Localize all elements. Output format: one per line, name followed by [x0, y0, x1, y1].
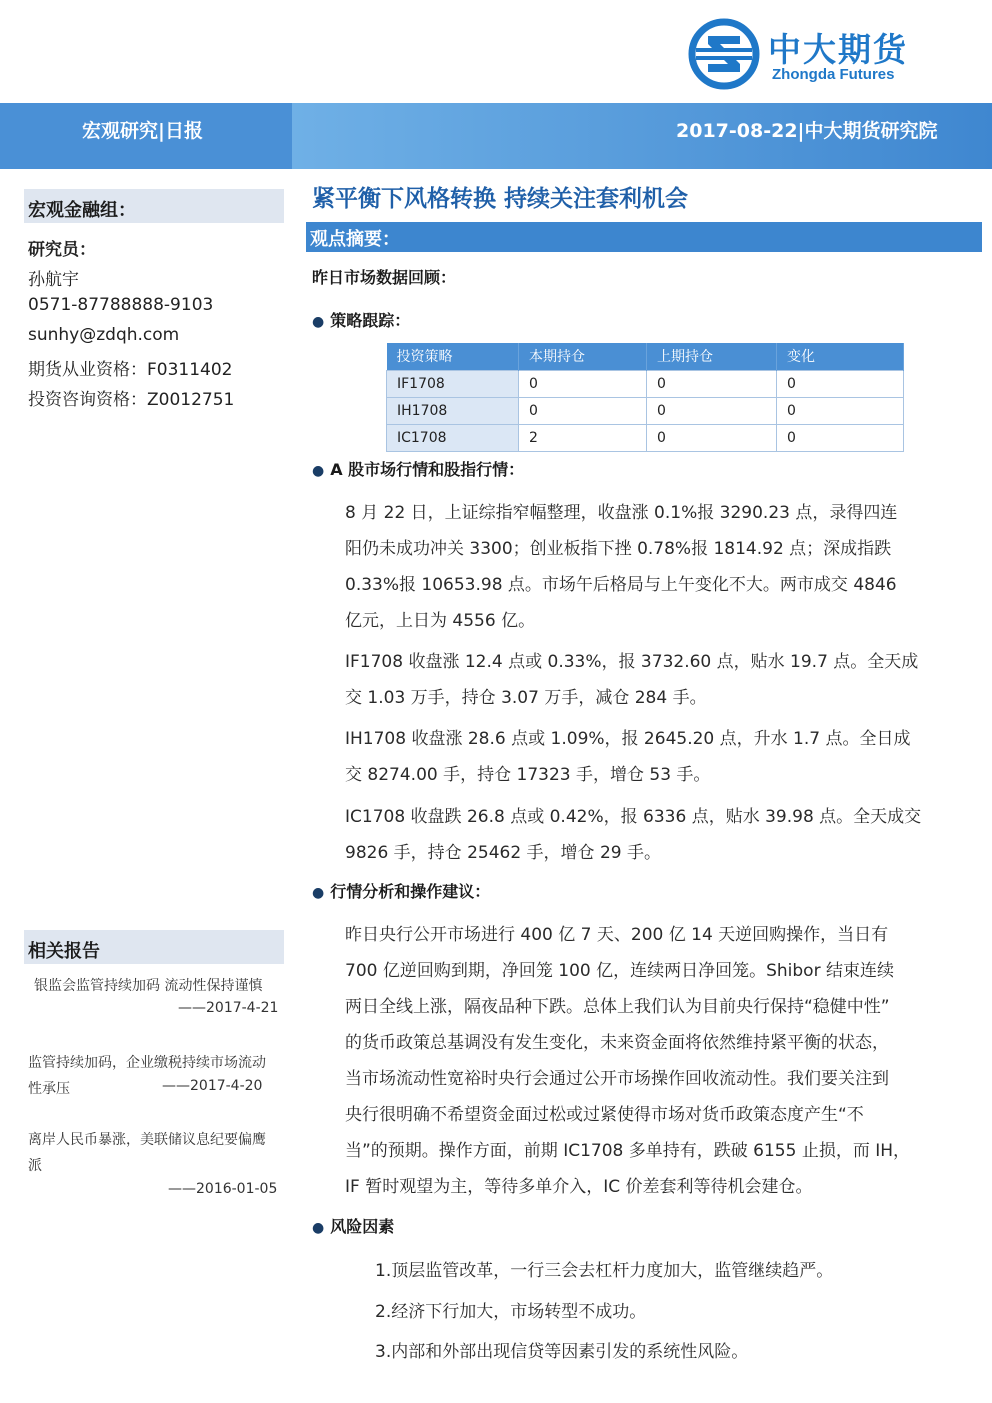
table-cell: 0	[777, 397, 904, 424]
market-text-line: IF1708 收盘涨 12.4 点或 0.33%，报 3732.60 点，贴水 19.7 点。全天成	[345, 652, 919, 672]
risk-item: 2.经济下行加大，市场转型不成功。	[375, 1302, 647, 1322]
related-report-title-cont[interactable]: 性承压	[28, 1081, 70, 1097]
market-text-line: IC1708 收盘跌 26.8 点或 0.42%，报 6336 点，贴水 39.98 点。全天成交	[345, 807, 922, 827]
market-text-line: 交 8274.00 手，持仓 17323 手，增仓 53 手。	[345, 765, 711, 785]
table-cell: 0	[519, 370, 647, 397]
related-report-date: ——2017-4-21	[178, 1000, 279, 1016]
summary-label: 观点摘要：	[310, 229, 400, 250]
related-report-title[interactable]: 银监会监管持续加码 流动性保持谨慎	[34, 978, 263, 994]
table-row	[387, 370, 904, 397]
analysis-text-line: 昨日央行公开市场进行 400 亿 7 天、200 亿 14 天逆回购操作，当日有	[345, 925, 889, 945]
table-cell: 0	[777, 370, 904, 397]
table-cell: IC1708	[387, 424, 519, 451]
futures-qualification: 期货从业资格：F0311402	[28, 360, 233, 380]
market-heading	[312, 457, 524, 480]
bullet-icon: ●	[312, 885, 325, 901]
analysis-text-line: IF 暂时观望为主，等待多单介入，IC 价差套利等待机会建仓。	[345, 1177, 813, 1197]
market-heading-text: A 股市场行情和股指行情：	[330, 460, 525, 479]
table-cell: 0	[777, 424, 904, 451]
zhongda-logo-icon	[688, 18, 760, 90]
table-cell: IF1708	[387, 370, 519, 397]
market-text-line: 阳仍未成功冲关 3300；创业板指下挫 0.78%报 1814.92 点；深成指跌	[345, 539, 892, 559]
analysis-heading-text: 行情分析和操作建议：	[330, 882, 491, 901]
table-cell: 0	[519, 397, 647, 424]
logo-chinese-name: 中大期货	[768, 30, 908, 69]
related-report-title[interactable]: 离岸人民币暴涨，美联储议息纪要偏鹰	[28, 1132, 266, 1148]
market-text-line: IH1708 收盘涨 28.6 点或 1.09%，报 2645.20 点，升水 1.7 点。全日成	[345, 729, 911, 749]
report-type: 宏观研究|日报	[82, 120, 203, 142]
risk-heading-text: 风险因素	[330, 1217, 395, 1236]
table-header-row	[387, 343, 904, 370]
table-row	[387, 397, 904, 424]
related-report-title-cont[interactable]: 派	[28, 1158, 42, 1174]
related-report-date: ——2017-4-20	[162, 1078, 263, 1094]
risk-heading	[312, 1214, 394, 1237]
column-header: 上期持仓	[647, 343, 777, 370]
analysis-text-line: 当市场流动性宽裕时央行会通过公开市场操作回收流动性。我们要关注到	[345, 1069, 889, 1089]
market-text-line: 交 1.03 万手，持仓 3.07 万手，减仓 284 手。	[345, 688, 707, 708]
company-logo	[688, 18, 948, 90]
risk-item: 1.顶层监管改革，一行三会去杠杆力度加大，监管继续趋严。	[375, 1261, 834, 1281]
market-text-line: 8 月 22 日，上证综指窄幅整理，收盘涨 0.1%报 3290.23 点，录得四连	[345, 503, 898, 523]
market-text-line: 9826 手，持仓 25462 手，增仓 29 手。	[345, 843, 661, 863]
market-text-line: 亿元，上日为 4556 亿。	[345, 611, 536, 631]
analysis-text-line: 央行很明确不希望资金面过松或过紧使得市场对货币政策态度产生“不	[345, 1105, 864, 1125]
researcher-phone: 0571-87788888-9103	[28, 295, 214, 315]
column-header: 投资策略	[387, 343, 519, 370]
column-header: 本期持仓	[519, 343, 647, 370]
consulting-qualification: 投资咨询资格：Z0012751	[28, 390, 235, 410]
review-heading: 昨日市场数据回顾：	[312, 268, 457, 287]
group-title: 宏观金融组：	[24, 189, 284, 223]
related-reports-title: 相关报告	[24, 930, 284, 964]
table-cell: 0	[647, 424, 777, 451]
table-cell: 0	[647, 370, 777, 397]
bullet-icon: ●	[312, 1220, 325, 1236]
bullet-icon: ●	[312, 314, 325, 330]
report-date-source: 2017-08-22|中大期货研究院	[676, 120, 938, 142]
column-header: 变化	[777, 343, 904, 370]
risk-item: 3.内部和外部出现信贷等因素引发的系统性风险。	[375, 1342, 749, 1362]
analysis-text-line: 当”的预期。操作方面，前期 IC1708 多单持有，跌破 6155 止损，而 IH，	[345, 1141, 911, 1161]
analysis-text-line: 700 亿逆回购到期，净回笼 100 亿，连续两日净回笼。Shibor 结束连续	[345, 961, 894, 981]
analysis-heading	[312, 879, 490, 902]
analysis-text-line: 两日全线上涨，隔夜品种下跌。总体上我们认为目前央行保持“稳健中性”	[345, 997, 890, 1017]
strategy-table	[386, 343, 904, 452]
market-text-line: 0.33%报 10653.98 点。市场午后格局与上午变化不大。两市成交 4846	[345, 575, 897, 595]
summary-bar	[306, 222, 982, 252]
related-report-date: ——2016-01-05	[168, 1181, 278, 1197]
analysis-text-line: 的货币政策总基调没有发生变化，未来资金面将依然维持紧平衡的状态，	[345, 1033, 889, 1053]
researcher-email[interactable]: sunhy@zdqh.com	[28, 325, 180, 345]
researcher-name: 孙航宇	[28, 270, 79, 290]
strategy-heading	[312, 308, 410, 331]
table-cell: 2	[519, 424, 647, 451]
table-cell: 0	[647, 397, 777, 424]
strategy-heading-text: 策略跟踪：	[330, 311, 411, 330]
bullet-icon: ●	[312, 463, 325, 479]
report-title: 紧平衡下风格转换 持续关注套利机会	[312, 185, 689, 212]
related-report-title[interactable]: 监管持续加码，企业缴税持续市场流动	[28, 1055, 266, 1071]
table-row	[387, 424, 904, 451]
researcher-label: 研究员：	[28, 240, 96, 260]
logo-english-name: Zhongda Futures	[772, 66, 895, 83]
table-cell: IH1708	[387, 397, 519, 424]
